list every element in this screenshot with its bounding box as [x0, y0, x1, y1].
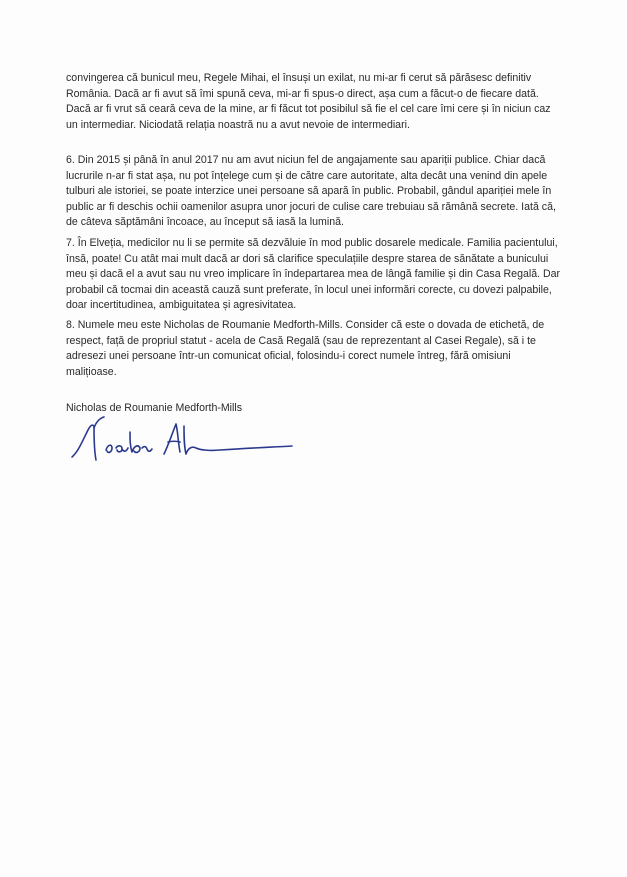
signature-strokes	[72, 417, 292, 460]
text-line: respect, față de propriul statut - acela de Casă Regală (sau de reprezentant al Casei Regale), să i te	[66, 334, 536, 347]
text-line: public ar fi deschis ochii oamenilor asupra unor jocuri de culise care trebuiau să rămână secrete. Iată că,	[66, 200, 556, 213]
text-line: 8. Numele meu este Nicholas de Roumanie Medforth-Mills. Consider că este o dovada de etichetă, de	[66, 319, 545, 331]
text-line: 6. Din 2015 și până în anul 2017 nu am avut niciun fel de angajamente sau apariții publice. Chiar dacă	[66, 154, 546, 166]
text-line: 7. În Elveția, medicilor nu li se permite să dezvăluie în mod public dosarele medicale. Familia pacientului,	[66, 237, 558, 249]
text-line: lucrurile n-ar fi stat așa, nu pot înțelege cum și de către care autoritate, alta decât una venind din apele	[66, 169, 548, 182]
text-line: doar incertitudinea, ambiguitatea și agresivitatea.	[66, 299, 297, 311]
paragraph-point-8	[66, 318, 566, 380]
signer-name: Nicholas de Roumanie Medforth-Mills	[66, 402, 243, 414]
text-line: de câteva săptămâni încoace, au început să iasă la lumină.	[66, 216, 344, 228]
text-line: un intermediar. Niciodată relația noastră nu a avut nevoie de intermediari.	[66, 118, 410, 131]
text-line: Dacă ar fi vrut să ceară ceva de la mine, ar fi făcut tot posibilul să fie el cel care îmi cere și în niciun caz	[66, 103, 551, 115]
paragraph-exile-conviction	[66, 71, 566, 133]
text-line: tulburi ale istoriei, se poate interzice unei persoane să apară în public. Probabil, gândul apariției mele în	[66, 185, 552, 197]
text-line: însă, poate! Cu atât mai mult dacă ar dori să clarifice speculațiile despre starea de sănătate a bunicului	[66, 252, 549, 265]
handwritten-signature	[60, 412, 300, 472]
text-line: România. Dacă ar fi avut să îmi spună ceva, mi-ar fi spus-o direct, așa cum a făcut-o de fiecare dată.	[66, 87, 539, 100]
text-line: meu și dacă el a avut sau nu vreo implicare în îndepartarea mea de lângă familie și din Casa Regală. Dar	[66, 268, 561, 280]
text-line: probabil că tocmai din această cauză sunt preferate, în locul unei informări corecte, cu dovezi palpabile,	[66, 283, 552, 296]
paragraph-point-6	[66, 153, 566, 231]
paragraph-point-7	[66, 236, 566, 314]
text-line: adresezi unei persoane într-un comunicat oficial, folosindu-i corect numele întreg, fără omisiuni	[66, 350, 511, 362]
text-line: convingerea că bunicul meu, Regele Mihai, el însuși un exilat, nu mi-ar fi cerut să părăsesc definitiv	[66, 72, 532, 84]
text-line: malițioase.	[66, 365, 117, 378]
